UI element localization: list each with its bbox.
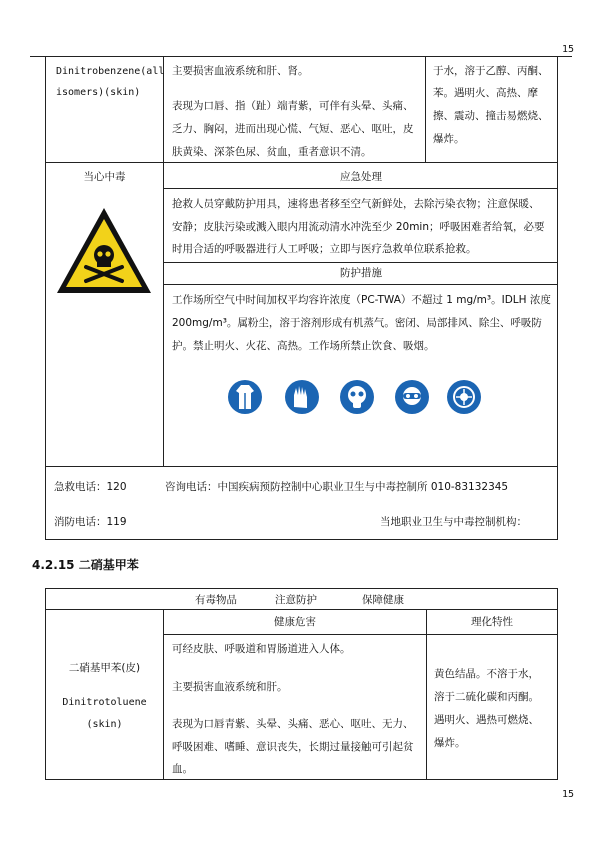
emergency-line: 时用合适的呼吸器进行人工呼吸；立即与医疗急救单位联系抢救。 <box>172 243 477 255</box>
property-line: 于水，溶于乙醇、丙酮、 <box>433 65 549 77</box>
property-line: 苯。遇明火、高热、摩 <box>433 87 538 99</box>
health-hazard-line: 主要损害血液系统和肝、肾。 <box>172 65 309 77</box>
goggles-icon <box>395 380 429 414</box>
health-hazard-line: 血。 <box>172 763 193 775</box>
slogan-toxic: 有毒物品 <box>195 594 237 606</box>
health-hazard-line: 可经皮肤、呼吸道和胃肠道进入人体。 <box>172 643 351 655</box>
chem-name-cn: 二硝基甲苯(皮) <box>68 662 141 674</box>
chem-name-skin: (skin) <box>86 719 123 730</box>
page-number-top: 15 <box>562 44 575 55</box>
property-line: 爆炸。 <box>433 133 465 145</box>
health-hazard-line: 表现为口唇、指（趾）端青紫，可伴有头晕、头痛、 <box>172 100 414 112</box>
chem-name-en-line1: Dinitrobenzene(all <box>56 66 165 77</box>
property-line: 爆炸。 <box>434 737 466 749</box>
health-hazard-line: 表现为口唇青紫、头晕、头痛、恶心、呕吐、无力、 <box>172 718 414 730</box>
property-line: 擦、震动、撞击易燃烧、 <box>433 110 549 122</box>
property-line: 溶于二硫化碳和丙酮。 <box>434 691 539 703</box>
emergency-line: 抢救人员穿戴防护用具，速将患者移至空气新鲜处，去除污染衣物；注意保暖、 <box>172 198 540 210</box>
page-number-bottom: 15 <box>562 789 575 800</box>
respirator-icon <box>447 380 481 414</box>
health-hazard-line: 肤黄染、深茶色尿、贫血，重者意识不清。 <box>172 146 372 158</box>
emergency-header: 应急处理 <box>340 171 382 183</box>
protective-suit-icon <box>228 380 262 414</box>
local-agency: 当地职业卫生与中毒控制机构： <box>380 516 527 528</box>
health-header: 健康危害 <box>274 616 316 628</box>
protection-line: 200mg/m³。属粉尘，溶于溶剂形成有机蒸气。密闭、局部排风、除尘、呼吸防 <box>172 317 542 329</box>
health-hazard-line: 呼吸困难、嗜睡、意识丧失，长期过量接触可引起贫 <box>172 741 414 753</box>
fire-phone: 消防电话：119 <box>54 516 127 528</box>
slogan-protect: 注意防护 <box>275 594 317 606</box>
chem-name-en-line2: isomers)(skin) <box>56 87 141 98</box>
protection-line: 工作场所空气中时间加权平均容许浓度（PC-TWA）不超过 1 mg/m³。IDLH 浓度 <box>172 294 551 306</box>
header-rule <box>30 56 572 57</box>
toxic-warning-sign-icon <box>54 205 154 297</box>
emergency-line: 安静；皮肤污染或溅入眼内用流动清水冲洗至少 20min；呼吸困难者给氧，必要 <box>172 221 545 233</box>
health-hazard-line: 乏力、胸闷，进而出现心慌、气短、恶心、呕吐，皮 <box>172 123 414 135</box>
consult-phone: 咨询电话：中国疾病预防控制中心职业卫生与中毒控制所 010-83132345 <box>165 481 509 493</box>
poisoning-warning-label: 当心中毒 <box>83 171 126 183</box>
chem-name-en: Dinitrotoluene <box>62 697 147 708</box>
property-line: 遇明火、遇热可燃烧、 <box>434 714 539 726</box>
property-line: 黄色结晶。不溶于水， <box>434 668 539 680</box>
slogan-health: 保障健康 <box>362 594 404 606</box>
section-heading: 4.2.15 二硝基甲苯 <box>32 558 139 572</box>
health-hazard-line: 主要损害血液系统和肝。 <box>172 681 288 693</box>
property-header: 理化特性 <box>471 616 513 628</box>
gloves-icon <box>285 380 319 414</box>
emergency-phone: 急救电话：120 <box>54 481 127 493</box>
protection-header: 防护措施 <box>340 267 382 279</box>
gas-mask-icon <box>340 380 374 414</box>
protection-line: 护。禁止明火、火花、高热。工作场所禁止饮食、吸烟。 <box>172 340 435 352</box>
